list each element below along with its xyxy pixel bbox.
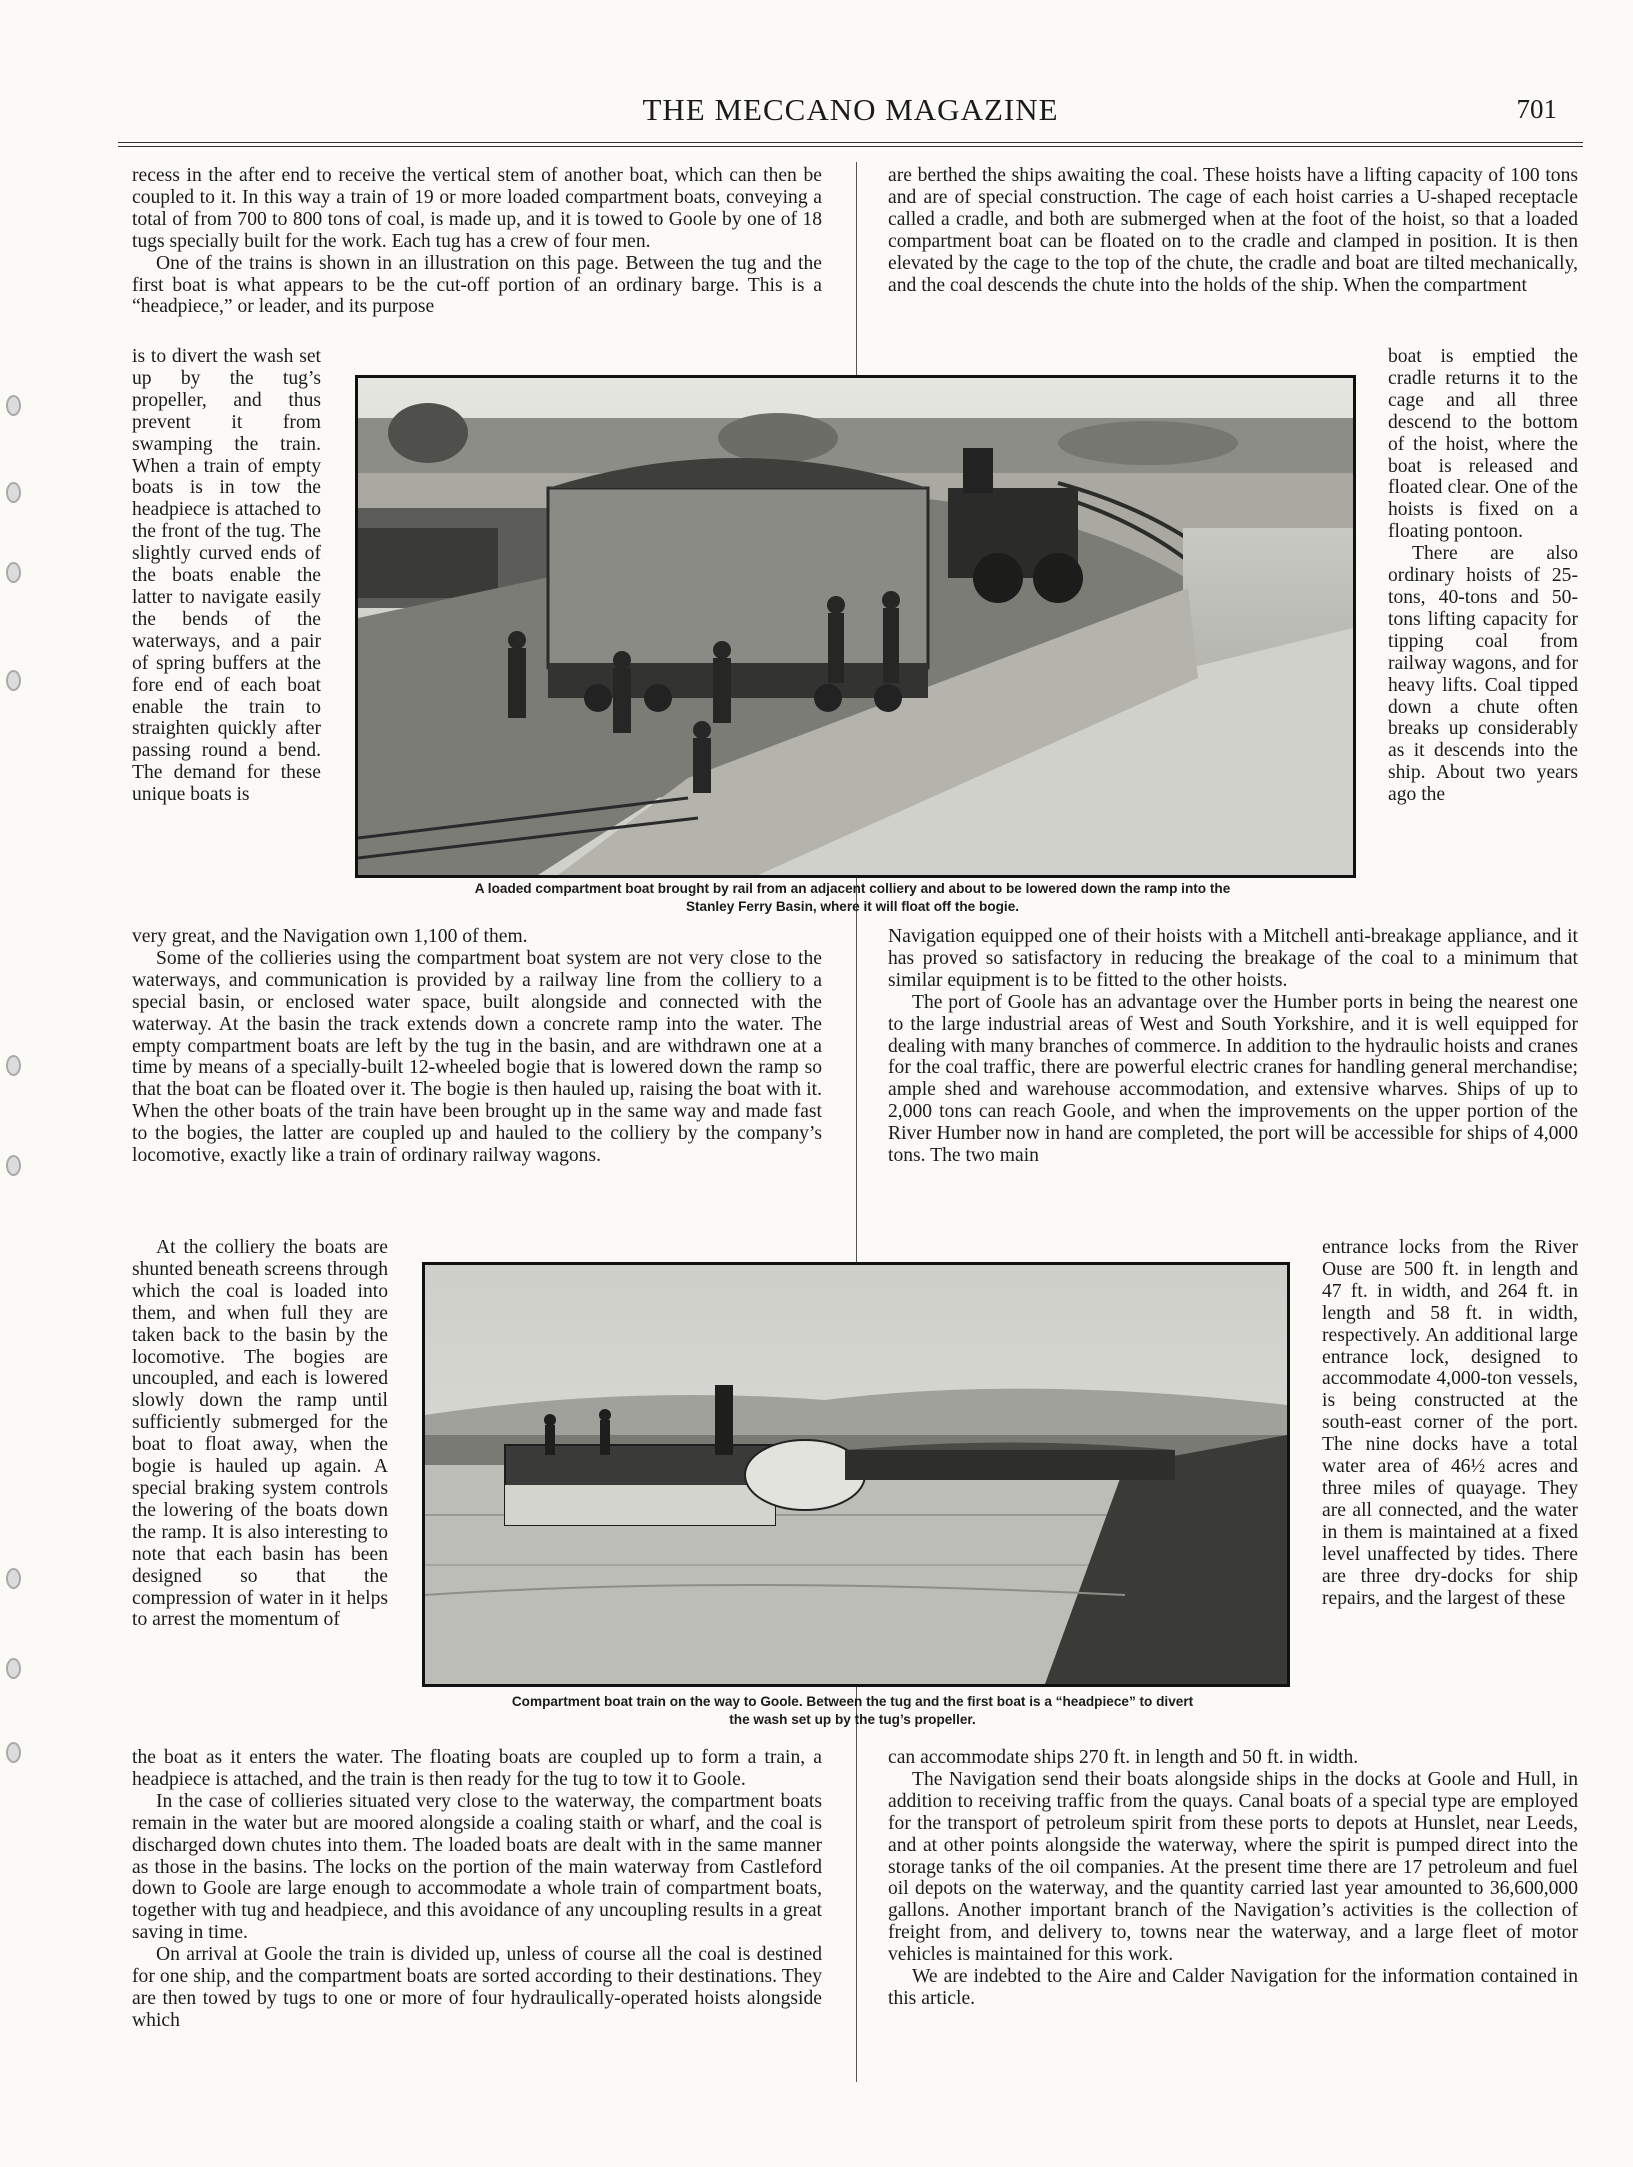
photo-illustration — [358, 378, 1353, 875]
caption-line: Stanley Ferry Basin, where it will float off the bogie. — [685, 899, 1020, 914]
punch-hole — [6, 395, 21, 416]
punch-hole — [6, 1568, 21, 1589]
caption-line: Compartment boat train on the way to Goole. Between the tug and the first boat is a “headpiece” to divert — [511, 1694, 1194, 1709]
header-rule — [118, 142, 1583, 143]
paragraph: Some of the collieries using the compartment boat system are not very close to the waterways, and communication is provided by a railway line from the colliery to a special basin, or enclosed water space, built alongside and connected with the waterway. At the basin the track extends down a concrete ramp into the water. The empty compartment boats are left by the tug in the basin, and are withdrawn one at a time by means of a specially-built 12-wheeled bogie that is lowered down the ramp so that the boat can be floated over it. The bogie is then hauled up, raising the boat with it. When the other boats of the train have been brought up in the same way and made fast to the bogies, the latter are coupled up and hauled to the colliery by the company’s locomotive, exactly like a train of ordinary railway wagons. — [132, 947, 822, 1167]
paragraph: Navigation equipped one of their hoists with a Mitchell anti-breakage appliance, and it has proved so satisfactory in reducing the breakage of the coal to a minimum that similar equipment is to be fitted to the other hoists. — [888, 926, 1578, 991]
left-column-top — [132, 165, 822, 318]
paragraph: can accommodate ships 270 ft. in length and 50 ft. in width. — [888, 1747, 1359, 1768]
paragraph: At the colliery the boats are shunted beneath screens through which the coal is loaded into them, and when full they are taken back to the basin by the locomotive. The bogies are uncoupled, and each is lowered slowly down the ramp until sufficiently submerged for the boat to float away, when the bogie is hauled up again. A special braking system controls the lowering of the boats down the ramp. It is also interesting to note that each basin has been designed so that the compression of water in it helps to arrest the momentum of — [132, 1237, 388, 1631]
header-rule — [118, 146, 1583, 147]
paragraph: the boat as it enters the water. The floating boats are coupled up to form a train, a headpiece is attached, and the train is then ready for the tug to tow it to Goole. — [132, 1747, 822, 1790]
paragraph: In the case of collieries situated very close to the waterway, the compartment boats remain in the water but are moored alongside a coaling staith or wharf, and the coal is discharged down chutes into them. The loaded boats are dealt with in the same manner as those in the basins. The locks on the portion of the main waterway from Castleford down to Goole are large enough to accommodate a whole train of compartment boats, together with tug and headpiece, and this avoidance of any uncoupling results in a great saving in time. — [132, 1790, 822, 1944]
right-column-wrap-1 — [1388, 346, 1578, 806]
punch-hole — [6, 1658, 21, 1679]
punch-hole — [6, 482, 21, 503]
magazine-title: THE MECCANO MAGAZINE — [642, 92, 1059, 127]
punch-hole — [6, 1155, 21, 1176]
page-number: 701 — [1516, 94, 1557, 124]
left-column-wrap-1 — [132, 346, 321, 806]
paragraph: There are also ordinary hoists of 25-tons, 40-tons and 50-tons lifting capacity for tipping coal from railway wagons, and for heavy lifts. Coal tipped down a chute often breaks up considerably as it descends into the ship. About two years ago the — [1388, 543, 1578, 806]
paragraph: is to divert the wash set up by the tug’s propeller, and thus prevent it from swamping the train. When a train of empty boats is in tow the headpiece is attached to the front of the tug. The slightly curved ends of the boats enable the latter to navigate easily the bends of the waterways, and a pair of spring buffers at the fore end of each boat enable the train to straighten quickly after passing round a bend. The demand for these unique boats is — [132, 346, 321, 806]
paragraph: On arrival at Goole the train is divided up, unless of course all the coal is destined for one ship, and the compartment boats are sorted according to their destinations. They are then towed by tugs to one or more of four hydraulically-operated hoists alongside which — [132, 1944, 822, 2031]
right-column-top — [888, 165, 1578, 296]
punch-hole — [6, 1055, 21, 1076]
photo-compartment-boat-train — [422, 1262, 1290, 1687]
paragraph: The port of Goole has an advantage over the Humber ports in being the nearest one to the large industrial areas of West and South Yorkshire, and it is well equipped for dealing with many branches of commerce. In addition to the hydraulic hoists and cranes for the coal traffic, there are powerful electric cranes for handling general merchandise; ample shed and warehouse accommodation, and extensive wharves. Ships of up to 2,000 tons can reach Goole, and when the improvements on the upper portion of the River Humber now in hand are completed, the port will be accessible for ships of 4,000 tons. The two main — [888, 991, 1578, 1167]
photo-illustration — [425, 1265, 1287, 1684]
photo-compartment-boat-on-bogie — [355, 375, 1356, 878]
left-column-middle — [132, 926, 822, 1167]
right-column-bottom — [888, 1747, 1578, 2010]
paragraph: We are indebted to the Aire and Calder Navigation for the information contained in this article. — [888, 1966, 1578, 2009]
punch-hole — [6, 1742, 21, 1763]
left-column-wrap-2 — [132, 1237, 388, 1631]
caption-line: the wash set up by the tug’s propeller. — [729, 1712, 976, 1727]
paragraph: entrance locks from the River Ouse are 500 ft. in length and 47 ft. in width, and 264 ft. in length and 58 ft. in width, respectively. An additional large entrance lock, designed to accommodate 4,000-ton vessels, is being constructed at the south-east corner of the port. The nine docks have a total water area of 46½ acres and three miles of quayage. They are all connected, and the water in them is maintained at a fixed level unaffected by tides. There are three dry-docks for ship repairs, and the largest of these — [1322, 1237, 1578, 1609]
caption-line: A loaded compartment boat brought by rail from an adjacent colliery and about to be lowered down the ramp into the — [474, 881, 1231, 896]
paragraph: recess in the after end to receive the vertical stem of another boat, which can then be coupled to it. In this way a train of 19 or more loaded compartment boats, conveying a total of from 700 to 800 tons of coal, is made up, and it is towed to Goole by one of 18 tugs specially built for the work. Each tug has a crew of four men. — [132, 165, 822, 252]
page-header — [118, 92, 1583, 138]
paragraph: The Navigation send their boats alongside ships in the docks at Goole and Hull, in addition to receiving traffic from the quays. Canal boats of a special type are employed for the transport of petroleum spirit from these ports to depots at Hunslet, near Leeds, and at other points alongside the waterway, where the spirit is pumped direct into the storage tanks of the oil companies. At the present time there are 17 petroleum and fuel oil depots on the waterway, and the quantity carried last year amounted to 36,600,000 gallons. Another important branch of the Navigation’s activities is the collection of freight from, and delivery to, towns near the waterway, and a large fleet of motor vehicles is maintained for this work. — [888, 1768, 1578, 1966]
paragraph: boat is emptied the cradle returns it to the cage and all three descend to the bottom of the hoist, where the boat is released and floated clear. One of the hoists is fixed on a floating pontoon. — [1388, 346, 1578, 543]
paragraph: One of the trains is shown in an illustration on this page. Between the tug and the first boat is what appears to be the cut-off portion of an ordinary barge. This is a “headpiece,” or leader, and its purpose — [132, 252, 822, 318]
left-column-bottom — [132, 1747, 822, 2032]
right-column-wrap-2 — [1322, 1237, 1578, 1609]
punch-hole — [6, 670, 21, 691]
punch-hole — [6, 562, 21, 583]
paragraph: very great, and the Navigation own 1,100 of them. — [132, 926, 528, 947]
figure-caption — [340, 880, 1365, 916]
paragraph: are berthed the ships awaiting the coal. These hoists have a lifting capacity of 100 tons and are of special construction. The cage of each hoist carries a U-shaped receptacle called a cradle, and both are submerged when at the foot of the hoist, so that a loaded compartment boat can be floated on to the cradle and clamped in position. It is then elevated by the cage to the top of the chute, the cradle and boat are tilted mechanically, and the coal descends the chute into the holds of the ship. When the compartment — [888, 165, 1578, 296]
figure-caption — [400, 1693, 1305, 1729]
right-column-middle — [888, 926, 1578, 1167]
